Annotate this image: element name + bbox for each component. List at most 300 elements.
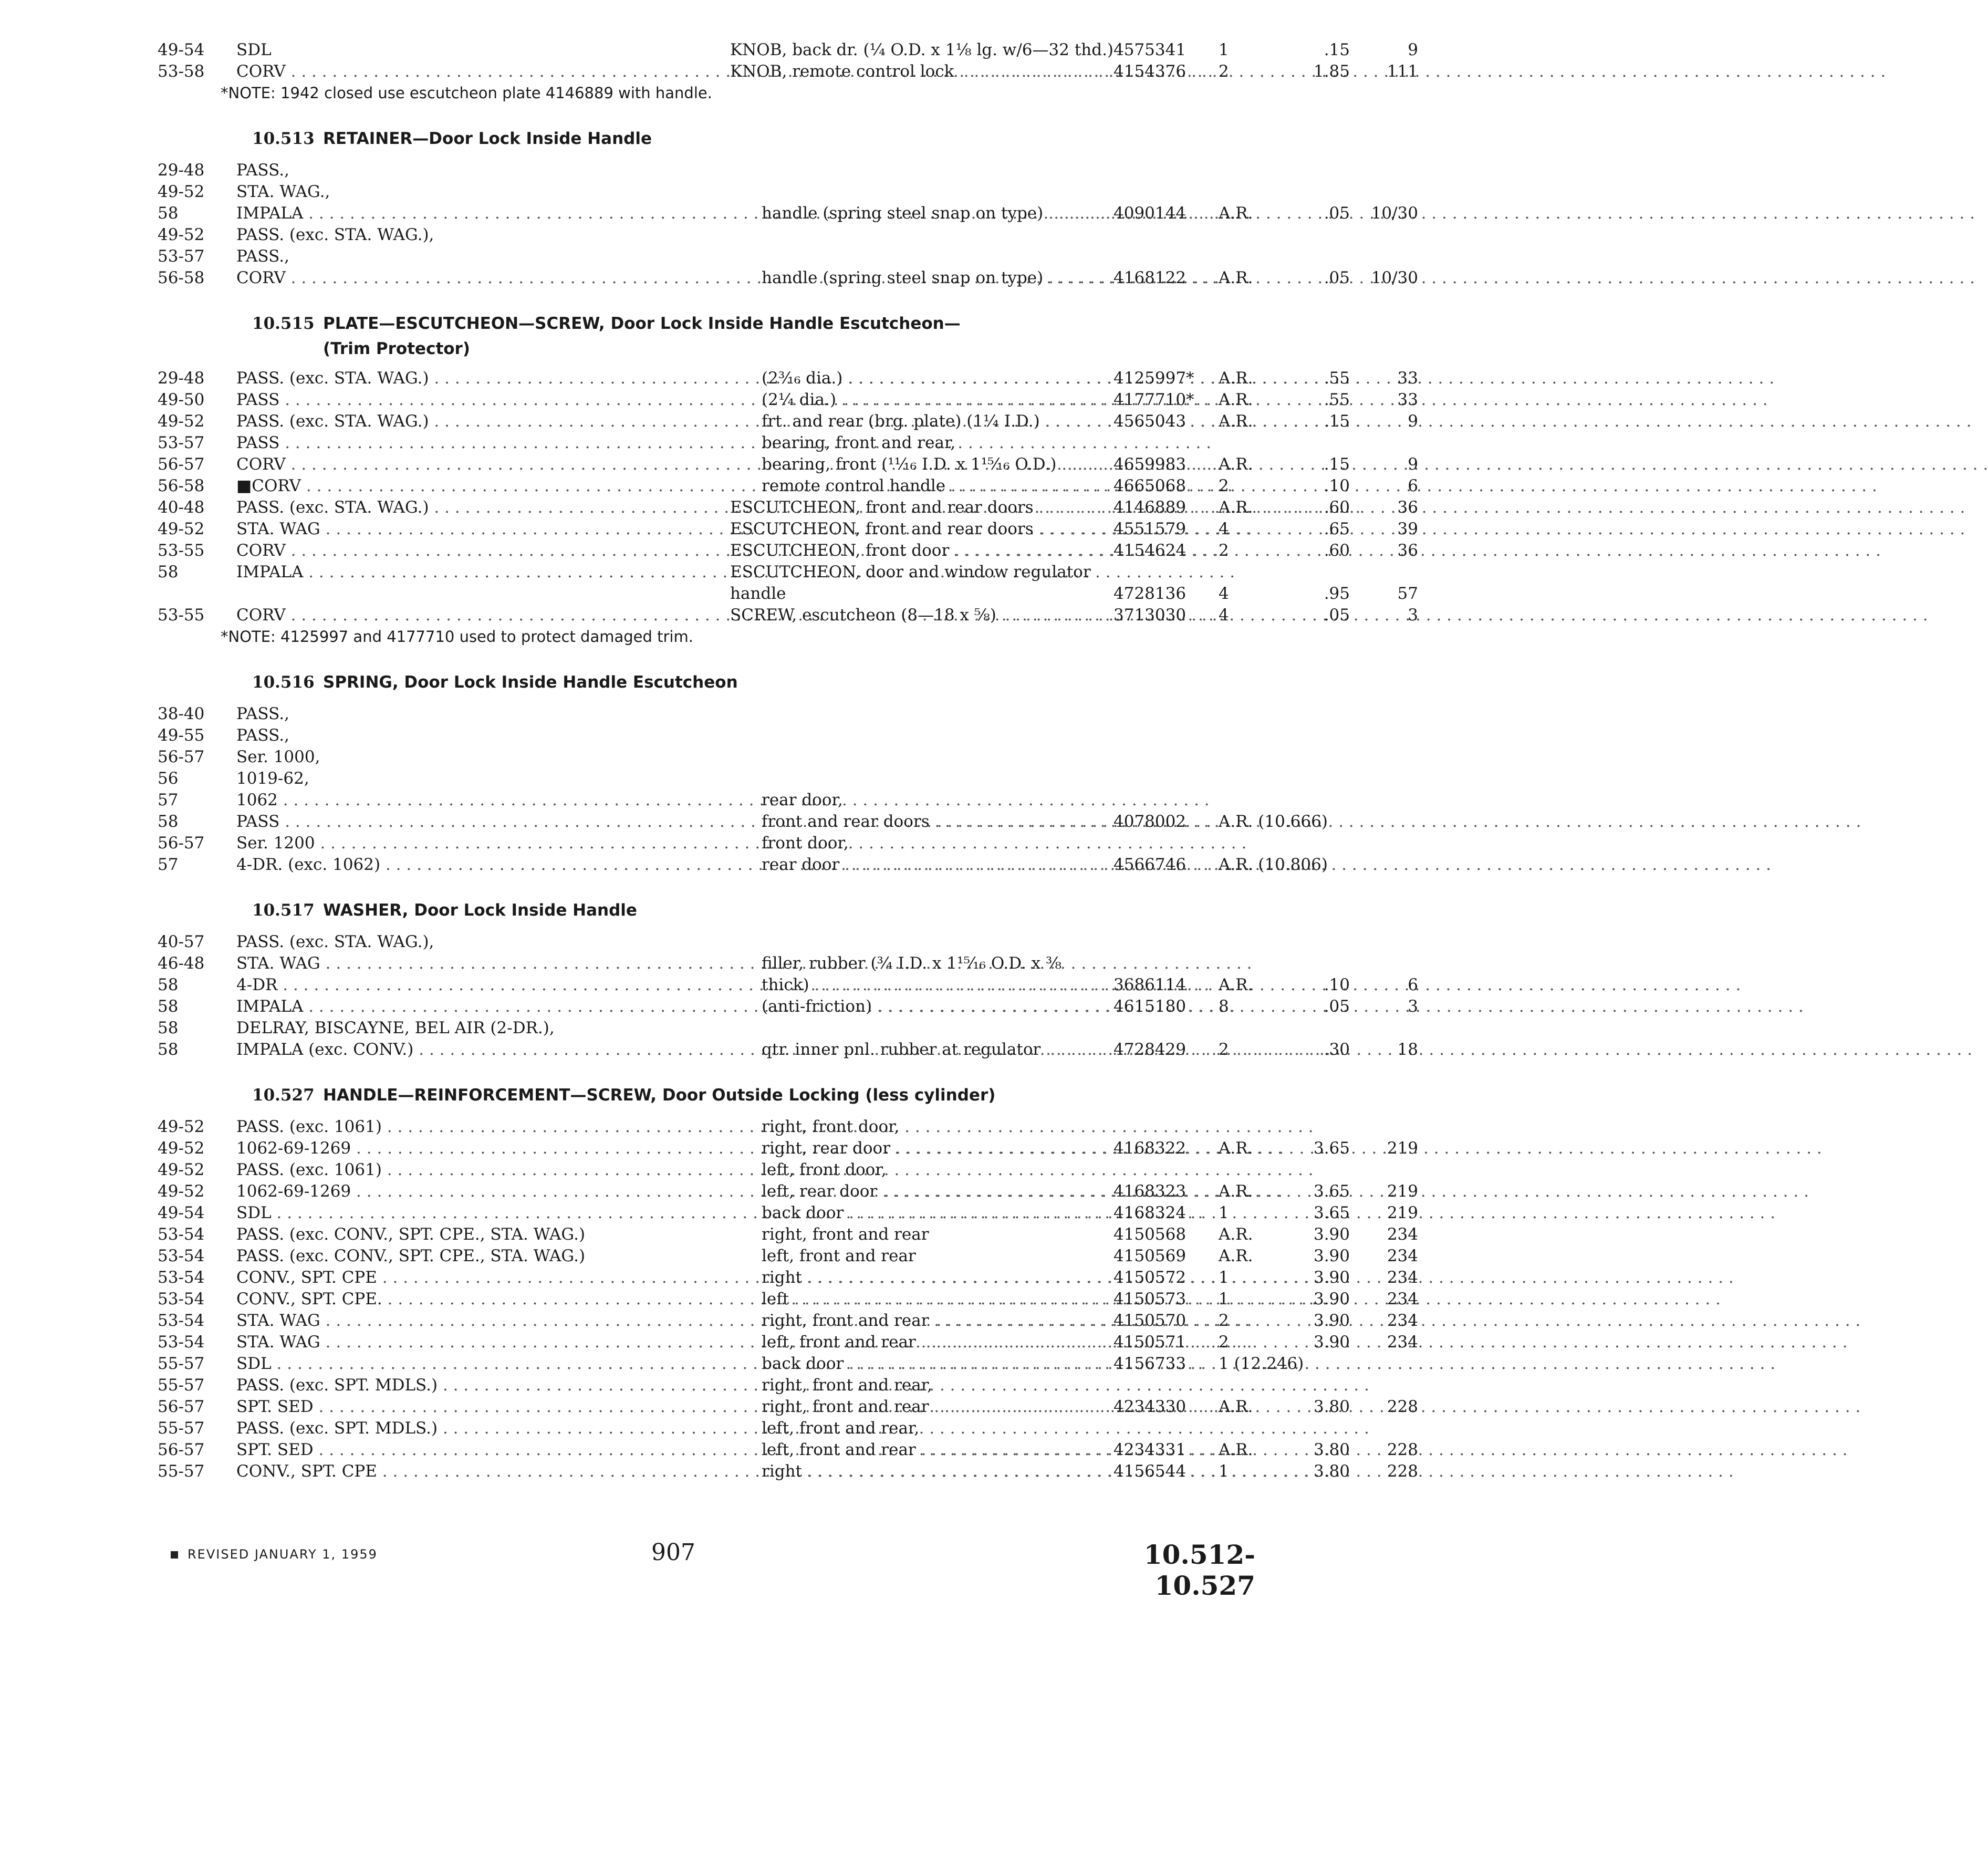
table-row	[152, 1332, 1418, 1353]
model-name: DELRAY, BISCAYNE, BEL AIR (2-DR.),	[236, 1019, 555, 1037]
quantity: A.R.	[1219, 390, 1253, 409]
model-name: IMPALA . . .	[236, 996, 725, 1017]
package-quantity: 234	[1387, 1225, 1418, 1244]
model-name: CONV., SPT. CPE. . . .	[236, 1289, 725, 1310]
table-row	[152, 61, 1418, 82]
year-range: 56-57	[158, 455, 205, 474]
year-range: 57	[158, 855, 179, 874]
part-description: right, front and rear	[762, 1225, 929, 1244]
part-number: 4566746	[1113, 855, 1186, 874]
part-description: handle (spring steel snap on type) . . .	[762, 267, 1103, 289]
part-number: 4078002	[1113, 812, 1186, 831]
year-range: 49-52	[158, 1160, 205, 1179]
price: 3.65	[1313, 1182, 1350, 1201]
part-number: 4665068	[1113, 476, 1186, 495]
quantity: A.R.	[1219, 1397, 1253, 1416]
table-row	[152, 1289, 1418, 1310]
part-number: 4150569	[1113, 1246, 1186, 1265]
quantity: 1	[1219, 1268, 1229, 1287]
part-description: remote control handle . . .	[762, 475, 1103, 497]
model-name: 4-DR . . .	[236, 974, 725, 996]
price: .15	[1324, 40, 1350, 59]
section-number: 10.527	[252, 1086, 315, 1105]
price: .05	[1324, 268, 1350, 287]
model-name: STA. WAG . . .	[236, 953, 725, 974]
table-row	[152, 1159, 1255, 1181]
table-row	[152, 931, 1255, 953]
year-range: 38-40	[158, 704, 205, 723]
package-quantity: 228	[1387, 1440, 1418, 1459]
table-row	[152, 368, 1418, 389]
section-spacer	[152, 648, 1255, 669]
section-spacer	[152, 696, 1255, 703]
part-number: 4156733	[1113, 1354, 1186, 1373]
price: 3.65	[1313, 1139, 1350, 1158]
price: .10	[1324, 975, 1350, 994]
quantity: 1	[1219, 1462, 1229, 1481]
model-name: CORV . . .	[236, 605, 725, 626]
table-row	[152, 1353, 1304, 1375]
quantity: A.R.	[1219, 412, 1253, 431]
model-name: STA. WAG.,	[236, 182, 330, 201]
table-row	[152, 746, 1255, 768]
part-description: KNOB, back dr. (¼ O.D. x 1⅛ lg. w/6—32 thd.)	[730, 40, 1114, 59]
year-range: 53-54	[158, 1246, 205, 1265]
part-number: 4728429	[1113, 1040, 1186, 1059]
part-description: right, front door,	[762, 1117, 900, 1136]
quantity: A.R.	[1219, 1182, 1253, 1201]
table-row	[152, 1461, 1418, 1482]
part-description: left, front door,	[762, 1160, 887, 1179]
quantity: 8	[1219, 997, 1229, 1016]
table-row	[152, 475, 1418, 497]
price: .05	[1324, 606, 1350, 625]
table-row	[152, 605, 1418, 626]
price: 3.90	[1313, 1225, 1350, 1244]
model-name: PASS.,	[236, 161, 289, 180]
package-quantity: 111	[1387, 62, 1418, 81]
price: 3.80	[1313, 1462, 1350, 1481]
table-row	[152, 160, 1255, 181]
part-description: left, front and rear . . .	[762, 1332, 1103, 1353]
part-number: 4150573	[1113, 1290, 1186, 1308]
model-name: PASS . . .	[236, 389, 725, 411]
model-name: SDL . . .	[236, 1202, 725, 1224]
table-row	[152, 854, 1328, 876]
table-row	[152, 39, 1418, 61]
model-name: PASS. (exc. STA. WAG.) . . .	[236, 368, 725, 389]
model-name: 1019-62,	[236, 769, 309, 788]
section-heading	[152, 669, 1255, 696]
price: .30	[1324, 1040, 1350, 1059]
part-description: right . . .	[762, 1267, 1103, 1289]
price: 3.80	[1313, 1440, 1350, 1459]
year-range: 49-52	[158, 182, 205, 201]
year-range: 58	[158, 204, 179, 223]
year-range: 49-55	[158, 726, 205, 745]
part-number: 4615180	[1113, 997, 1186, 1016]
table-row	[152, 996, 1418, 1017]
quantity: A.R.	[1219, 1440, 1253, 1459]
price: 3.90	[1313, 1290, 1350, 1308]
part-number: 4150572	[1113, 1268, 1186, 1287]
section-heading	[152, 897, 1255, 924]
year-range: 58	[158, 563, 179, 581]
year-range: 53-57	[158, 247, 205, 266]
part-number: 3686114	[1113, 975, 1186, 994]
part-description: rear door . . .	[762, 854, 1103, 876]
package-quantity: 18	[1397, 1040, 1418, 1059]
model-name: PASS. (exc. CONV., SPT. CPE., STA. WAG.)	[236, 1225, 586, 1244]
section-title: WASHER, Door Lock Inside Handle	[323, 901, 637, 920]
model-name: STA. WAG . . .	[236, 518, 725, 540]
section-spacer	[152, 104, 1255, 125]
year-range: 58	[158, 997, 179, 1016]
part-description: left, front and rear . . .	[762, 1439, 1103, 1461]
year-range: 49-54	[158, 1203, 205, 1222]
model-name: CONV., SPT. CPE . . .	[236, 1461, 725, 1482]
part-number: 4728136	[1113, 584, 1186, 603]
model-name: PASS. (exc. SPT. MDLS.) . . .	[236, 1375, 725, 1396]
table-row	[152, 811, 1328, 833]
price: .55	[1324, 390, 1350, 409]
year-range: 58	[158, 1019, 179, 1037]
year-range: 56-57	[158, 1397, 205, 1416]
model-name: CORV . . .	[236, 61, 725, 82]
model-name: ■CORV . . .	[236, 475, 725, 497]
reference-note: A.R. (10.806)	[1219, 855, 1328, 874]
year-range: 49-54	[158, 40, 205, 59]
year-range: 49-52	[158, 225, 205, 244]
part-description: right, front and rear,	[762, 1376, 933, 1395]
part-description: (2¼ dia.) . . .	[762, 389, 1103, 411]
table-row	[152, 1039, 1418, 1061]
part-number: 4150568	[1113, 1225, 1186, 1244]
quantity: A.R.	[1219, 455, 1253, 474]
part-description: thick) . . .	[762, 974, 1103, 996]
part-number: 4168323	[1113, 1182, 1186, 1201]
year-range: 55-57	[158, 1376, 205, 1395]
package-quantity: 219	[1387, 1139, 1418, 1158]
table-row	[152, 411, 1418, 432]
table-row	[152, 389, 1418, 411]
quantity: A.R.	[1219, 268, 1253, 287]
price: 3.90	[1313, 1268, 1350, 1287]
model-name: Ser. 1200 . . .	[236, 833, 725, 854]
year-range: 55-57	[158, 1354, 205, 1373]
table-row	[152, 1224, 1418, 1245]
year-range: 56	[158, 769, 179, 788]
quantity: A.R.	[1219, 975, 1253, 994]
part-number: 4168322	[1113, 1139, 1186, 1158]
price: 3.90	[1313, 1333, 1350, 1352]
part-description: right, rear door . . .	[762, 1138, 1103, 1159]
table-row	[152, 768, 1255, 790]
table-row	[152, 267, 1418, 289]
price: .05	[1324, 997, 1350, 1016]
table-row	[152, 1310, 1418, 1332]
model-name: PASS. (exc. STA. WAG.) . . .	[236, 497, 725, 518]
year-range: 56-57	[158, 1440, 205, 1459]
part-description: left . . .	[762, 1289, 1103, 1310]
part-description: left, rear door . . .	[762, 1181, 1103, 1202]
part-description: ESCUTCHEON, door and window regulator	[730, 563, 1091, 581]
part-description: ESCUTCHEON, front door . . .	[730, 540, 1108, 562]
table-row	[152, 203, 1418, 224]
revision-marker-icon	[171, 1551, 178, 1559]
section-spacer	[152, 876, 1255, 897]
revision-date: REVISED JANUARY 1, 1959	[188, 1547, 378, 1562]
part-number: 3713030	[1113, 606, 1186, 625]
model-name: PASS. (exc. STA. WAG.) . . .	[236, 411, 725, 432]
part-description: (2³⁄₁₆ dia.) . . .	[762, 368, 1103, 389]
price: .60	[1324, 541, 1350, 560]
table-row	[152, 1017, 1255, 1039]
package-quantity: 3	[1408, 997, 1418, 1016]
part-number: 4156544	[1113, 1462, 1186, 1481]
package-quantity: 234	[1387, 1311, 1418, 1330]
table-row	[152, 181, 1255, 203]
table-row	[152, 518, 1418, 540]
model-name: IMPALA . . .	[236, 562, 725, 583]
model-name: PASS. (exc. 1061) . . .	[236, 1159, 725, 1181]
table-row	[152, 246, 1255, 267]
quantity: A.R.	[1219, 1246, 1253, 1265]
revision-note	[171, 1547, 378, 1562]
model-name: CORV . . .	[236, 267, 725, 289]
package-quantity: 10/30	[1371, 268, 1418, 287]
model-name: PASS. (exc. CONV., SPT. CPE., STA. WAG.)	[236, 1246, 586, 1265]
table-row	[152, 224, 1255, 246]
year-range: 49-52	[158, 1182, 205, 1201]
model-name: PASS . . .	[236, 811, 725, 833]
package-quantity: 9	[1408, 455, 1418, 474]
part-description: right, front and rear . . .	[762, 1310, 1103, 1332]
section-spacer	[152, 360, 1255, 368]
quantity: 2	[1219, 476, 1229, 495]
part-number: 4168122	[1113, 268, 1186, 287]
section-spacer	[152, 1109, 1255, 1116]
year-range: 40-57	[158, 932, 205, 951]
year-range: 49-52	[158, 520, 205, 538]
quantity: 4	[1219, 520, 1229, 538]
year-range: 53-55	[158, 541, 205, 560]
footnote: *NOTE: 4125997 and 4177710 used to protect damaged trim.	[221, 628, 693, 646]
package-quantity: 234	[1387, 1333, 1418, 1352]
part-description: left, front and rear	[762, 1246, 916, 1265]
part-description: bearing, front and rear,	[762, 433, 956, 452]
section-number: 10.516	[252, 673, 315, 692]
part-description: KNOB, remote control lock . . .	[730, 61, 1108, 82]
table-row	[152, 974, 1418, 996]
table-row	[152, 790, 1255, 811]
section-heading	[152, 125, 1255, 152]
year-range: 53-57	[158, 433, 205, 452]
table-row	[152, 1267, 1418, 1289]
section-subtitle: (Trim Protector)	[323, 339, 471, 358]
model-name: 4-DR. (exc. 1062) . . .	[236, 854, 725, 876]
part-number: 4146889	[1113, 498, 1186, 517]
quantity: A.R.	[1219, 369, 1253, 388]
part-number: 4565043	[1113, 412, 1186, 431]
table-row	[152, 540, 1418, 562]
model-name: PASS. (exc. STA. WAG.),	[236, 932, 434, 951]
section-spacer	[152, 1061, 1255, 1082]
year-range: 58	[158, 1040, 179, 1059]
model-name: IMPALA . . .	[236, 203, 725, 224]
model-name: SPT. SED . . .	[236, 1396, 725, 1418]
model-name: 1062 . . .	[236, 790, 725, 811]
section-spacer	[152, 924, 1255, 931]
price: 3.65	[1313, 1203, 1350, 1222]
part-number: 4659983	[1113, 455, 1186, 474]
price: .05	[1324, 204, 1350, 223]
package-quantity: 36	[1397, 498, 1418, 517]
parts-listing	[152, 39, 1418, 1482]
model-name: CORV . . .	[236, 454, 725, 475]
quantity: 1	[1219, 1290, 1229, 1308]
price: .95	[1324, 584, 1350, 603]
table-row	[152, 703, 1255, 725]
table-row	[152, 454, 1418, 475]
year-range: 53-54	[158, 1333, 205, 1352]
year-range: 56-57	[158, 747, 205, 766]
year-range: 53-54	[158, 1225, 205, 1244]
price: .55	[1324, 369, 1350, 388]
model-name: PASS.,	[236, 704, 289, 723]
year-range: 40-48	[158, 498, 205, 517]
model-name: CONV., SPT. CPE . . .	[236, 1267, 725, 1289]
model-name: SDL	[236, 40, 272, 59]
quantity: 2	[1219, 1311, 1229, 1330]
package-quantity: 3	[1408, 606, 1418, 625]
year-range: 56-57	[158, 834, 205, 853]
price: .60	[1324, 498, 1350, 517]
package-quantity: 39	[1397, 520, 1418, 538]
part-description: back door . . .	[762, 1353, 1103, 1375]
part-number: 4575341	[1113, 40, 1186, 59]
section-number: 10.517	[252, 901, 315, 920]
reference-note: A.R. (10.666)	[1219, 812, 1328, 831]
part-description: ESCUTCHEON, front and rear doors . . .	[730, 497, 1108, 518]
quantity: A.R.	[1219, 1139, 1253, 1158]
package-quantity: 36	[1397, 541, 1418, 560]
model-name: PASS. (exc. STA. WAG.),	[236, 225, 434, 244]
package-quantity: 9	[1408, 412, 1418, 431]
model-name: Ser. 1000,	[236, 747, 320, 766]
part-number: 4234331	[1113, 1440, 1186, 1459]
price: 3.90	[1313, 1311, 1350, 1330]
part-description: frt. and rear (brg. plate) (1¼ I.D.) . . .	[762, 411, 1103, 432]
table-row	[152, 953, 1255, 974]
part-description: rear door,	[762, 791, 843, 809]
section-number: 10.515	[252, 314, 315, 333]
package-quantity: 234	[1387, 1246, 1418, 1265]
part-description: ESCUTCHEON, front and rear doors . . .	[730, 518, 1108, 540]
package-quantity: 57	[1397, 584, 1418, 603]
part-number: 4177710*	[1113, 390, 1194, 409]
price: 3.80	[1313, 1397, 1350, 1416]
model-name: STA. WAG . . .	[236, 1332, 725, 1353]
package-quantity: 33	[1397, 390, 1418, 409]
quantity: 2	[1219, 541, 1229, 560]
part-description: handle (spring steel snap on type) . . .	[762, 203, 1103, 224]
quantity: A.R.	[1219, 204, 1253, 223]
quantity: 1	[1219, 1203, 1229, 1222]
year-range: 55-57	[158, 1462, 205, 1481]
package-quantity: 228	[1387, 1462, 1418, 1481]
price: .10	[1324, 476, 1350, 495]
table-row	[152, 1396, 1418, 1418]
model-name: PASS. (exc. SPT. MDLS.) . . .	[236, 1418, 725, 1439]
package-quantity: 10/30	[1371, 204, 1418, 223]
model-name: IMPALA (exc. CONV.) . . .	[236, 1039, 725, 1061]
quantity: 4	[1219, 584, 1229, 603]
price: .15	[1324, 412, 1350, 431]
model-name: PASS.,	[236, 247, 289, 266]
model-name: PASS.,	[236, 726, 289, 745]
section-number: 10.513	[252, 129, 315, 148]
model-name: SPT. SED . . .	[236, 1439, 725, 1461]
quantity: 2	[1219, 1333, 1229, 1352]
price: .15	[1324, 455, 1350, 474]
price: .65	[1324, 520, 1350, 538]
model-name: 1062-69-1269 . . .	[236, 1181, 725, 1202]
year-range: 53-54	[158, 1311, 205, 1330]
quantity: 1	[1219, 40, 1229, 59]
model-name: CORV . . .	[236, 540, 725, 562]
model-name: 1062-69-1269 . . .	[236, 1138, 725, 1159]
price: 3.90	[1313, 1246, 1350, 1265]
reference-note: 1 (12.246)	[1219, 1354, 1304, 1373]
part-description: bearing, front (¹¹⁄₁₆ I.D. x 1¹⁵⁄₁₆ O.D.) . . .	[762, 454, 1103, 475]
part-number: 4154624	[1113, 541, 1186, 560]
table-row	[152, 1439, 1418, 1461]
table-row	[152, 1138, 1418, 1159]
table-row	[152, 1116, 1255, 1138]
year-range: 49-52	[158, 1139, 205, 1158]
table-row	[152, 833, 1255, 854]
year-range: 53-55	[158, 606, 205, 625]
table-row	[152, 1375, 1255, 1396]
model-name: PASS. (exc. 1061) . . .	[236, 1116, 725, 1138]
part-number: 4154376	[1113, 62, 1186, 81]
page-number: 907	[651, 1539, 695, 1566]
table-row	[152, 725, 1255, 746]
year-range: 56-58	[158, 476, 205, 495]
part-number: 4090144	[1113, 204, 1186, 223]
table-row	[152, 497, 1418, 518]
package-quantity: 219	[1387, 1182, 1418, 1201]
table-row	[152, 1418, 1255, 1439]
section-heading	[152, 310, 1255, 337]
section-spacer	[152, 289, 1255, 310]
package-quantity: 6	[1408, 476, 1418, 495]
quantity: A.R.	[1219, 1225, 1253, 1244]
section-range: 10.512-10.527	[1143, 1539, 1255, 1601]
model-name: SDL . . .	[236, 1353, 725, 1375]
part-description: qtr. inner pnl. rubber at regulator . . .	[762, 1039, 1103, 1061]
year-range: 49-50	[158, 390, 205, 409]
quantity: 2	[1219, 1040, 1229, 1059]
part-description: filler, rubber (¾ I.D. x 1¹⁵⁄₁₆ O.D. x ⅜	[762, 954, 1062, 973]
part-description: left, front and rear,	[762, 1419, 920, 1438]
year-range: 57	[158, 791, 179, 809]
year-range: 46-48	[158, 954, 205, 973]
package-quantity: 33	[1397, 369, 1418, 388]
year-range: 56-58	[158, 268, 205, 287]
table-row	[152, 1181, 1418, 1202]
